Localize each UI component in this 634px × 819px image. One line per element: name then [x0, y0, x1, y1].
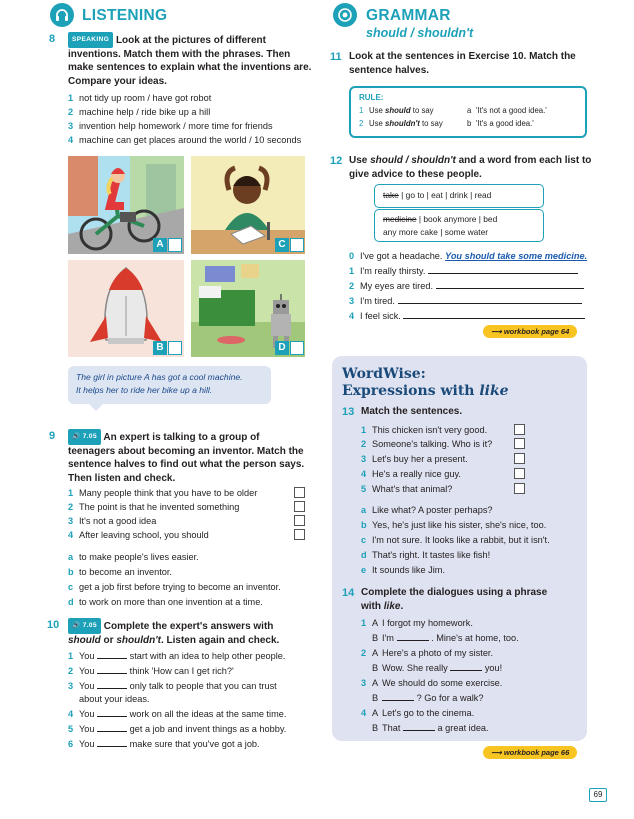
answer-blank[interactable]	[428, 266, 578, 274]
word-list-box-2: medicine | book anymore | bed any more cake | some water	[374, 209, 544, 242]
ex13-number: 13	[342, 406, 355, 418]
answer-blank[interactable]	[382, 693, 414, 701]
list-item: 1 I'm really thirsty.	[349, 265, 578, 277]
list-item: c I'm not sure. It looks like a rabbit, but it isn't.	[361, 535, 550, 545]
picture-c-homework	[191, 156, 305, 254]
list-item: 2 Someone's talking. Who is it?	[361, 439, 493, 449]
list-item: 2 machine help / ride bike up a hill	[68, 107, 211, 117]
workbook-link-66[interactable]: ⟶ workbook page 66	[483, 746, 577, 759]
dialogue-line: B That a great idea.	[372, 723, 489, 733]
list-item: 2 The point is that he invented something	[68, 502, 240, 512]
answer-checkbox[interactable]	[514, 483, 525, 494]
list-item: 6 You make sure that you've got a job.	[68, 739, 260, 749]
list-item: 3 I'm tired.	[349, 295, 582, 307]
answer-blank[interactable]	[436, 281, 584, 289]
picture-label-c: C	[275, 238, 289, 252]
dialogue-line: 4 A Let's go to the cinema.	[361, 708, 475, 718]
ex10-number: 10	[47, 619, 60, 631]
ex9-instruction: 🔊 7.05 An expert is talking to a group of teenagers about becoming an inventor. Match the sentence halves to find out what the person says. Then listen and check.	[68, 429, 328, 485]
picture-label-b: B	[153, 341, 167, 355]
list-item: a to make people's lives easier.	[68, 552, 199, 562]
list-item: 4 machine can get places around the world / 10 seconds	[68, 135, 302, 145]
answer-blank[interactable]	[97, 651, 127, 659]
dialogue-line: B I'm . Mine's at home, too.	[372, 633, 519, 643]
rule-row: 2 Use shouldn't to say b 'It's a good idea.'	[359, 119, 534, 128]
picture-answer-box-a[interactable]	[168, 238, 182, 252]
rule-title: RULE:	[359, 93, 384, 102]
speech-bubble: The girl in picture A has got a cool machine. It helps her to ride her bike up a hill.	[68, 366, 271, 404]
audio-badge: 🔊 7.05	[68, 618, 101, 634]
dialogue-line: 1 A I forgot my homework.	[361, 618, 473, 628]
answer-checkbox[interactable]	[294, 529, 305, 540]
list-item: 3 invention help homework / more time for friends	[68, 121, 273, 131]
wordwise-title: WordWise: Expressions with like	[342, 366, 509, 399]
answer-blank[interactable]	[397, 633, 429, 641]
audio-badge: 🔊 7.05	[68, 429, 101, 445]
list-item: a Like what? A poster perhaps?	[361, 505, 493, 515]
answer-checkbox[interactable]	[514, 468, 525, 479]
list-item: 5 You get a job and invent things as a hobby.	[68, 724, 287, 734]
grammar-subtitle: should / shouldn't	[366, 26, 474, 40]
ex14-number: 14	[342, 587, 355, 599]
picture-answer-box-d[interactable]	[290, 341, 304, 355]
list-item: 5 What's that animal?	[361, 484, 453, 494]
page-number: 69	[589, 788, 607, 802]
list-item: 1 not tidy up room / have got robot	[68, 93, 212, 103]
answer-blank[interactable]	[398, 296, 582, 304]
list-item: d That's right. It tastes like fish!	[361, 550, 491, 560]
list-item: 3 It's not a good idea	[68, 516, 157, 526]
ex8-instruction: SPEAKING Look at the pictures of different inventions. Match them with the phrases. Then make sentences to explain what the inventions are. Compare your ideas.	[68, 32, 338, 88]
answer-checkbox[interactable]	[514, 424, 525, 435]
list-item: 1 This chicken isn't very good.	[361, 425, 488, 435]
listening-title: LISTENING	[82, 7, 168, 24]
rule-box	[349, 86, 587, 138]
list-item: about your ideas.	[79, 694, 150, 704]
picture-answer-box-b[interactable]	[168, 341, 182, 355]
headphones-icon	[50, 3, 74, 27]
dialogue-line: B Wow. She really you!	[372, 663, 503, 673]
answer-blank[interactable]	[97, 681, 127, 689]
ex11-number: 11	[330, 51, 342, 63]
example-line: 0 I've got a headache. You should take some medicine.	[349, 251, 588, 261]
list-item: 1 Many people think that you have to be older	[68, 488, 258, 498]
answer-blank[interactable]	[450, 663, 482, 671]
ex13-instruction: Match the sentences.	[361, 406, 463, 417]
workbook-link-64[interactable]: ⟶ workbook page 64	[483, 325, 577, 338]
answer-blank[interactable]	[403, 723, 435, 731]
picture-label-d: D	[275, 341, 289, 355]
list-item: b to become an inventor.	[68, 567, 172, 577]
picture-d-robot	[191, 260, 305, 357]
list-item: 2 You think 'How can I get rich?'	[68, 666, 234, 676]
answer-checkbox[interactable]	[294, 515, 305, 526]
grammar-title: GRAMMAR	[366, 7, 451, 24]
answer-checkbox[interactable]	[294, 501, 305, 512]
answer-blank[interactable]	[97, 739, 127, 747]
list-item: b Yes, he's just like his sister, she's nice, too.	[361, 520, 547, 530]
list-item: 4 After leaving school, you should	[68, 530, 209, 540]
answer-blank[interactable]	[97, 709, 127, 717]
list-item: 4 I feel sick.	[349, 310, 585, 322]
rule-row: 1 Use should to say a 'It's not a good idea.'	[359, 106, 547, 115]
picture-answer-box-c[interactable]	[290, 238, 304, 252]
answer-checkbox[interactable]	[294, 487, 305, 498]
ex12-number: 12	[330, 155, 343, 167]
picture-a-bike	[68, 156, 184, 254]
grammar-icon	[333, 3, 357, 27]
list-item: 1 You start with an idea to help other people.	[68, 651, 286, 661]
speaking-badge: SPEAKING	[68, 32, 113, 48]
list-item: 4 He's a really nice guy.	[361, 469, 461, 479]
dialogue-line: 3 A We should do some exercise.	[361, 678, 503, 688]
list-item: 2 My eyes are tired.	[349, 280, 584, 292]
picture-label-a: A	[153, 238, 167, 252]
dialogue-line: 2 A Here's a photo of my sister.	[361, 648, 494, 658]
list-item: 4 You work on all the ideas at the same time.	[68, 709, 287, 719]
speech-bubble-tail	[88, 403, 104, 411]
ex9-number: 9	[49, 430, 56, 442]
ex10-instruction: 🔊 7.05 Complete the expert's answers with should or shouldn't. Listen again and check.	[68, 618, 328, 647]
word-list-box-1: take | go to | eat | drink | read	[374, 184, 544, 208]
list-item: c get a job first before trying to become an inventor.	[68, 582, 281, 592]
dialogue-line: B ? Go for a walk?	[372, 693, 484, 703]
ex11-instruction: Look at the sentences in Exercise 10. Match the sentence halves.	[349, 51, 576, 76]
answer-blank[interactable]	[97, 666, 127, 674]
ex14-instruction: Complete the dialogues using a phrase with like.	[361, 587, 548, 612]
list-item: 3 You only talk to people that you can trust	[68, 681, 277, 691]
answer-checkbox[interactable]	[514, 453, 525, 464]
answer-blank[interactable]	[97, 724, 127, 732]
answer-blank[interactable]	[403, 311, 585, 319]
list-item: 3 Let's buy her a present.	[361, 454, 468, 464]
ex12-instruction: Use should / shouldn't and a word from each list to give advice to these people.	[349, 155, 592, 180]
answer-checkbox[interactable]	[514, 438, 525, 449]
list-item: e It sounds like Jim.	[361, 565, 446, 575]
list-item: d to work on more than one invention at a time.	[68, 597, 263, 607]
ex8-number: 8	[49, 33, 56, 45]
picture-b-rocket	[68, 260, 184, 357]
